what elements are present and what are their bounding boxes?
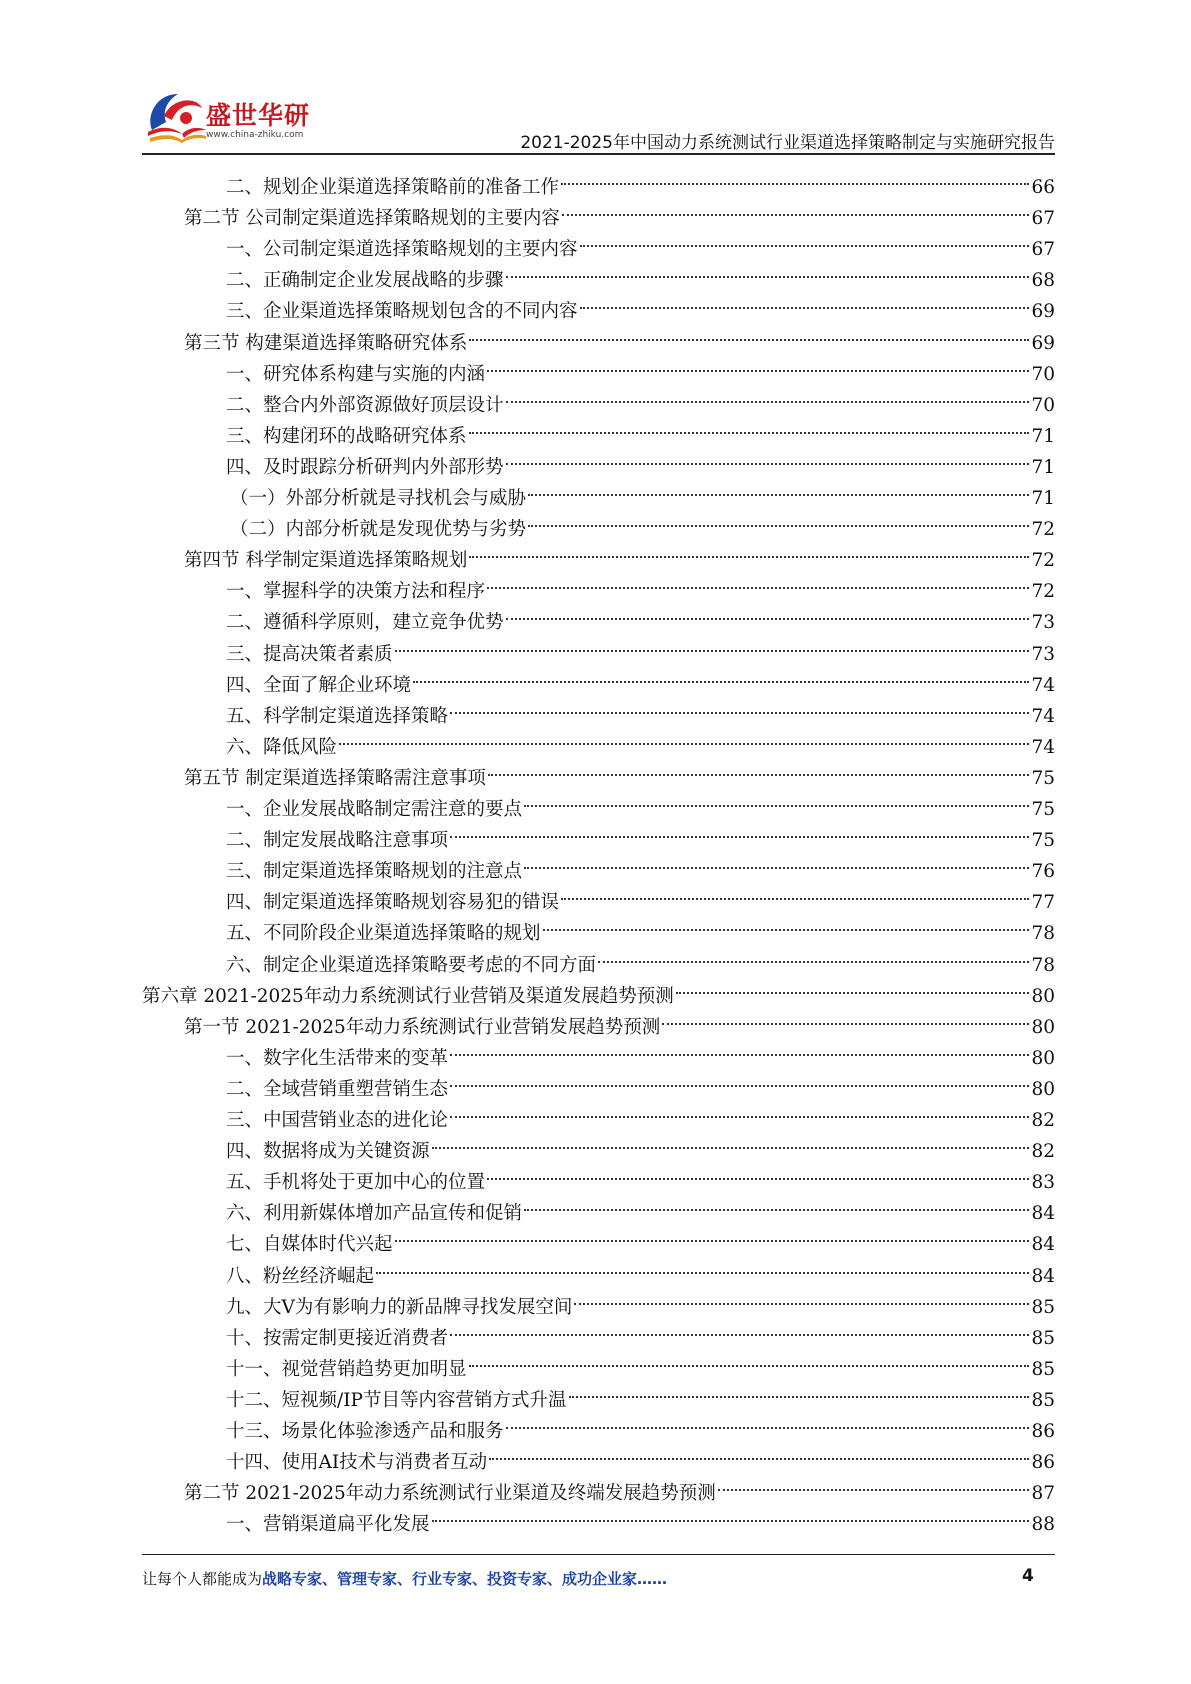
toc-dot-leader — [432, 1499, 1030, 1530]
toc-entry-page: 71 — [1031, 425, 1055, 447]
toc-entry[interactable] — [226, 597, 1055, 634]
toc-entry-page: 67 — [1031, 239, 1055, 261]
toc-entry-title: 十二、短视频/IP节目等内容营销方式升温 — [226, 1389, 567, 1411]
toc-entry-page: 68 — [1031, 270, 1055, 292]
toc-entry[interactable] — [226, 162, 1055, 198]
toc-entry[interactable] — [184, 753, 1055, 789]
toc-entry-page: 80 — [1031, 1047, 1055, 1069]
toc-entry[interactable] — [226, 1188, 1055, 1225]
toc-entry[interactable] — [226, 442, 1055, 478]
toc-entry-title: 四、全面了解企业环境 — [226, 674, 412, 696]
toc-dot-leader — [469, 318, 1029, 349]
toc-entry[interactable] — [226, 1126, 1055, 1163]
toc-entry[interactable] — [226, 1157, 1055, 1194]
toc-entry-title: 八、粉丝经济崛起 — [226, 1265, 375, 1287]
toc-entry-title: 一、营销渠道扁平化发展 — [226, 1514, 430, 1536]
page-number: 4 — [1022, 1566, 1034, 1586]
toc-dot-leader — [562, 193, 1030, 224]
toc-entry[interactable] — [226, 877, 1055, 914]
toc-entry[interactable] — [226, 224, 1055, 261]
toc-dot-leader — [561, 162, 1029, 193]
toc-entry-page: 78 — [1031, 954, 1055, 976]
toc-entry-title: 第三节 构建渠道选择策略研究体系 — [184, 332, 468, 354]
toc-entry[interactable] — [226, 629, 1055, 665]
toc-entry-title: 二、正确制定企业发展战略的步骤 — [226, 270, 504, 292]
toc-dot-leader — [339, 722, 1029, 753]
toc-dot-leader — [395, 629, 1030, 660]
toc-dot-leader — [450, 815, 1029, 846]
toc-entry-page: 84 — [1031, 1265, 1055, 1287]
footer-divider — [142, 1554, 1055, 1555]
toc-entry[interactable] — [226, 1406, 1055, 1442]
toc-entry-title: 七、自媒体时代兴起 — [226, 1234, 393, 1256]
toc-entry[interactable] — [142, 971, 1055, 1007]
toc-dot-leader — [561, 877, 1029, 908]
logo-emblem-icon — [142, 86, 208, 148]
logo-url: www.china-zhiku.com — [206, 130, 304, 140]
toc-entry[interactable] — [226, 566, 1055, 603]
toc-entry-title: 一、公司制定渠道选择策略规划的主要内容 — [226, 239, 578, 261]
toc-entry[interactable] — [226, 940, 1055, 976]
toc-entry-page: 67 — [1031, 208, 1055, 230]
toc-dot-leader — [662, 1002, 1029, 1033]
toc-entry-page: 75 — [1031, 799, 1055, 820]
toc-entry[interactable] — [226, 411, 1055, 447]
toc-entry-page: 70 — [1031, 394, 1055, 416]
header-divider — [142, 153, 1055, 155]
toc-entry[interactable] — [226, 1437, 1055, 1474]
toc-dot-leader — [413, 660, 1029, 691]
toc-dot-leader — [450, 1095, 1029, 1126]
toc-entry-title: 二、制定发展战略注意事项 — [226, 830, 449, 852]
toc-dot-leader — [450, 1033, 1029, 1064]
toc-entry-title: 十一、视觉营销趋势更加明显 — [226, 1358, 467, 1380]
toc-dot-leader — [574, 1282, 1029, 1313]
toc-entry-page: 80 — [1031, 1016, 1055, 1038]
toc-entry-page: 86 — [1031, 1421, 1055, 1442]
toc-entry-title: 六、利用新媒体增加产品宣传和促销 — [226, 1203, 523, 1225]
toc-entry-title: 六、制定企业渠道选择策略要考虑的不同方面 — [226, 954, 597, 976]
page-header — [0, 0, 1191, 160]
toc-entry-page: 72 — [1031, 581, 1055, 603]
toc-entry-page: 73 — [1031, 643, 1055, 665]
toc-dot-leader — [506, 442, 1030, 473]
toc-entry[interactable] — [226, 1033, 1055, 1069]
toc-entry-title: 十四、使用AI技术与消费者互动 — [226, 1452, 488, 1474]
motto-prefix: 让每个人都能成为 — [142, 1570, 263, 1588]
toc-dot-leader — [506, 380, 1030, 411]
toc-entry-title: 二、整合内外部资源做好顶层设计 — [226, 394, 504, 416]
toc-entry-title: 十、按需定制更接近消费者 — [226, 1327, 449, 1349]
toc-dot-leader — [580, 224, 1030, 255]
toc-entry-page: 71 — [1031, 456, 1055, 478]
toc-entry-title: 第六章 2021-2025年动力系统测试行业营销及渠道发展趋势预测 — [142, 985, 674, 1007]
toc-dot-leader — [524, 784, 1029, 815]
toc-dot-leader — [569, 1375, 1030, 1406]
toc-entry-title: 一、数字化生活带来的变革 — [226, 1047, 449, 1069]
toc-entry[interactable] — [230, 504, 1055, 541]
toc-entry[interactable] — [184, 1468, 1055, 1505]
toc-entry-title: （一）外部分析就是寻找机会与威胁 — [230, 488, 527, 509]
toc-entry[interactable] — [226, 286, 1055, 323]
toc-entry-page: 70 — [1031, 363, 1055, 385]
toc-entry-title: 第一节 2021-2025年动力系统测试行业营销发展趋势预测 — [184, 1016, 661, 1038]
toc-dot-leader — [543, 908, 1030, 939]
toc-dot-leader — [487, 1157, 1029, 1188]
toc-entry[interactable] — [226, 1313, 1055, 1349]
toc-entry[interactable] — [230, 473, 1055, 509]
toc-entry[interactable] — [226, 255, 1055, 292]
toc-entry-page: 71 — [1031, 488, 1055, 509]
toc-dot-leader — [469, 411, 1030, 442]
toc-entry[interactable] — [184, 193, 1055, 230]
toc-dot-leader — [450, 691, 1029, 722]
toc-entry[interactable] — [226, 1499, 1055, 1536]
toc-entry-page: 77 — [1031, 892, 1055, 914]
toc-entry[interactable] — [184, 318, 1055, 354]
toc-entry-page: 73 — [1031, 612, 1055, 634]
toc-entry-page: 84 — [1031, 1234, 1055, 1256]
toc-entry[interactable] — [226, 846, 1055, 883]
toc-entry-page: 84 — [1031, 1203, 1055, 1225]
toc-entry-page: 78 — [1031, 923, 1055, 945]
toc-dot-leader — [487, 349, 1029, 380]
toc-dot-leader — [528, 504, 1029, 535]
toc-entry-title: 一、掌握科学的决策方法和程序 — [226, 581, 486, 603]
toc-entry-page: 74 — [1031, 736, 1055, 758]
toc-entry-title: 第二节 公司制定渠道选择策略规划的主要内容 — [184, 208, 560, 230]
toc-entry-page: 85 — [1031, 1358, 1055, 1380]
toc-dot-leader — [524, 1188, 1029, 1219]
toc-entry-title: 九、大V为有影响力的新品牌寻找发展空间 — [226, 1296, 573, 1318]
toc-entry-page: 69 — [1031, 332, 1055, 354]
company-logo — [142, 86, 317, 152]
toc-entry-page: 72 — [1031, 550, 1055, 572]
toc-entry-title: 三、制定渠道选择策略规划的注意点 — [226, 861, 523, 883]
toc-entry-page: 74 — [1031, 674, 1055, 696]
toc-entry-title: 五、不同阶段企业渠道选择策略的规划 — [226, 923, 541, 945]
toc-entry-title: 三、中国营销业态的进化论 — [226, 1110, 449, 1131]
toc-entry-title: 二、全域营销重塑营销生态 — [226, 1078, 449, 1100]
toc-entry-page: 69 — [1031, 301, 1055, 323]
toc-entry-title: 四、制定渠道选择策略规划容易犯的错误 — [226, 892, 560, 914]
toc-entry-page: 85 — [1031, 1327, 1055, 1349]
toc-dot-leader — [450, 1064, 1029, 1095]
toc-entry-title: 一、研究体系构建与实施的内涵 — [226, 363, 486, 385]
toc-entry[interactable] — [184, 535, 1055, 572]
toc-entry-page: 86 — [1031, 1452, 1055, 1474]
toc-dot-leader — [376, 1251, 1029, 1282]
toc-entry-page: 75 — [1031, 767, 1055, 789]
toc-entry-title: 一、企业发展战略制定需注意的要点 — [226, 799, 523, 820]
toc-entry[interactable] — [226, 691, 1055, 727]
logo-name: 盛世华研 — [206, 101, 311, 130]
toc-entry-title: 三、企业渠道选择策略规划包含的不同内容 — [226, 301, 578, 323]
toc-dot-leader — [580, 286, 1030, 317]
toc-dot-leader — [598, 940, 1029, 971]
toc-entry[interactable] — [226, 1095, 1055, 1131]
toc-dot-leader — [487, 566, 1029, 597]
toc-entry-page: 76 — [1031, 861, 1055, 883]
report-title: 2021-2025年中国动力系统测试行业渠道选择策略制定与实施研究报告 — [520, 133, 1055, 153]
toc-entry[interactable] — [226, 1375, 1055, 1411]
toc-entry[interactable] — [226, 349, 1055, 385]
toc-entry-title: 二、规划企业渠道选择策略前的准备工作 — [226, 177, 560, 198]
toc-entry-title: 三、提高决策者素质 — [226, 643, 393, 665]
toc-dot-leader — [489, 1437, 1029, 1468]
toc-dot-leader — [469, 535, 1029, 566]
toc-entry-title: 六、降低风险 — [226, 736, 338, 758]
toc-dot-leader — [676, 971, 1030, 1002]
toc-dot-leader — [718, 1468, 1030, 1499]
toc-entry[interactable] — [226, 1219, 1055, 1256]
toc-entry-title: 四、及时跟踪分析研判内外部形势 — [226, 456, 504, 478]
toc-entry[interactable] — [226, 908, 1055, 945]
toc-entry-title: （二）内部分析就是发现优势与劣势 — [230, 519, 527, 541]
toc-entry-page: 74 — [1031, 705, 1055, 727]
toc-dot-leader — [506, 1406, 1030, 1437]
toc-dot-leader — [450, 1313, 1029, 1344]
toc-entry-page: 80 — [1031, 1078, 1055, 1100]
toc-entry-page: 80 — [1031, 985, 1055, 1007]
toc-dot-leader — [506, 255, 1030, 286]
toc-entry-page: 82 — [1031, 1141, 1055, 1163]
toc-entry-title: 三、构建闭环的战略研究体系 — [226, 425, 467, 447]
toc-entry-page: 85 — [1031, 1389, 1055, 1411]
toc-dot-leader — [488, 753, 1030, 784]
toc-entry-title: 五、手机将处于更加中心的位置 — [226, 1172, 486, 1194]
toc-dot-leader — [469, 1344, 1030, 1375]
toc-dot-leader — [528, 473, 1029, 504]
footer-motto — [142, 1568, 667, 1589]
toc-entry-page: 66 — [1031, 177, 1055, 198]
toc-entry-page: 82 — [1031, 1110, 1055, 1131]
toc-entry[interactable] — [226, 1251, 1055, 1287]
toc-entry[interactable] — [226, 1064, 1055, 1100]
toc-entry-title: 第二节 2021-2025年动力系统测试行业渠道及终端发展趋势预测 — [184, 1483, 716, 1505]
toc-entry[interactable] — [226, 380, 1055, 416]
toc-entry-title: 第五节 制定渠道选择策略需注意事项 — [184, 767, 486, 789]
toc-entry-title: 二、遵循科学原则，建立竞争优势 — [226, 612, 504, 634]
toc-dot-leader — [432, 1126, 1030, 1157]
toc-entry-page: 88 — [1031, 1514, 1055, 1536]
toc-dot-leader — [395, 1219, 1030, 1250]
toc-dot-leader — [506, 597, 1030, 628]
toc-entry-page: 72 — [1031, 519, 1055, 541]
toc-dot-leader — [524, 846, 1029, 877]
toc-entry-title: 第四节 科学制定渠道选择策略规划 — [184, 550, 468, 572]
toc-entry-title: 五、科学制定渠道选择策略 — [226, 705, 449, 727]
toc-entry-page: 75 — [1031, 830, 1055, 852]
motto-highlight: 战略专家、管理专家、行业专家、投资专家、成功企业家…… — [262, 1570, 668, 1588]
toc-entry-title: 四、数据将成为关键资源 — [226, 1141, 430, 1163]
toc-entry-page: 87 — [1031, 1483, 1055, 1505]
toc-entry[interactable] — [226, 722, 1055, 758]
toc-entry-page: 83 — [1031, 1172, 1055, 1194]
toc-entry[interactable] — [226, 1344, 1055, 1380]
toc-entry[interactable] — [184, 1002, 1055, 1038]
toc-entry[interactable] — [226, 660, 1055, 696]
toc-entry-title: 十三、场景化体验渗透产品和服务 — [226, 1421, 504, 1442]
toc-entry[interactable] — [226, 815, 1055, 852]
toc-entry[interactable] — [226, 784, 1055, 820]
toc-entry-page: 85 — [1031, 1296, 1055, 1318]
toc-entry[interactable] — [226, 1282, 1055, 1318]
